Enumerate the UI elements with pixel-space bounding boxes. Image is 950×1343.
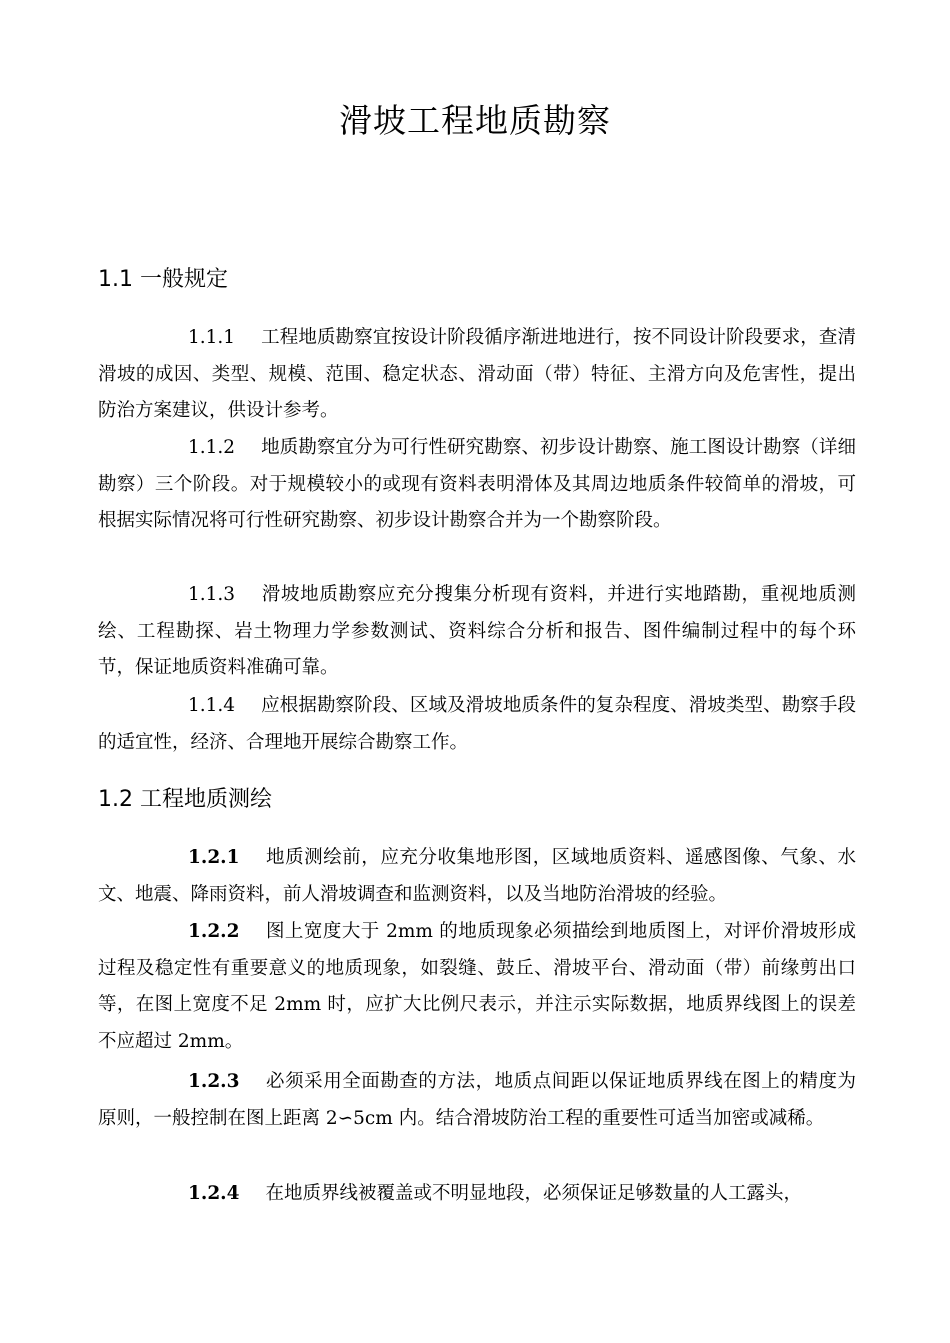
paragraph-text: 地质测绘前，应充分收集地形图，区域地质资料、遥感图像、气象、水文、地震、降雨资料，前人滑坡调查和监测资料，以及当地防治滑坡的经验。 — [98, 847, 856, 905]
paragraph-1-2-2 — [98, 914, 856, 1060]
paragraph-number: 1.1.1 — [188, 327, 236, 348]
paragraph-1-1-3 — [98, 577, 856, 687]
paragraph-number: 1.2.3 — [188, 1071, 240, 1092]
paragraph-1-1-4 — [98, 688, 856, 761]
paragraph-number: 1.1.2 — [188, 437, 236, 458]
paragraph-text: 滑坡地质勘察应充分搜集分析现有资料，并进行实地踏勘，重视地质测绘、工程勘探、岩土物理力学参数测试、资料综合分析和报告、图件编制过程中的每个环节，保证地质资料准确可靠。 — [98, 584, 856, 678]
paragraph-number: 1.1.4 — [188, 695, 236, 716]
paragraph-1-2-3 — [98, 1064, 856, 1137]
paragraph-1-2-1 — [98, 840, 856, 913]
paragraph-text: 图上宽度大于 2mm 的地质现象必须描绘到地质图上，对评价滑坡形成过程及稳定性有重要意义的地质现象，如裂缝、鼓丘、滑坡平台、滑动面（带）前缘剪出口等，在图上宽度不足 2mm 时，应扩大比例尺表示，并注示实际数据，地质界线图上的误差不应超过 2mm。 — [98, 921, 856, 1052]
paragraph-number: 1.2.4 — [188, 1183, 240, 1204]
section-heading-1-2: 1.2 工程地质测绘 — [98, 787, 272, 812]
paragraph-number: 1.2.2 — [188, 921, 240, 942]
paragraph-text: 应根据勘察阶段、区域及滑坡地质条件的复杂程度、滑坡类型、勘察手段的适宜性，经济、合理地开展综合勘察工作。 — [98, 695, 856, 753]
paragraph-1-1-2 — [98, 430, 856, 540]
document-title: 滑坡工程地质勘察 — [339, 101, 611, 140]
paragraph-number: 1.2.1 — [188, 847, 240, 868]
paragraph-1-1-1 — [98, 320, 856, 430]
paragraph-text: 必须采用全面勘查的方法，地质点间距以保证地质界线在图上的精度为原则，一般控制在图上距离 2∽5cm 内。结合滑坡防治工程的重要性可适当加密或减稀。 — [98, 1071, 856, 1129]
paragraph-1-2-4 — [98, 1176, 856, 1213]
paragraph-text: 在地质界线被覆盖或不明显地段，必须保证足够数量的人工露头， — [265, 1183, 803, 1204]
paragraph-text: 地质勘察宜分为可行性研究勘察、初步设计勘察、施工图设计勘察（详细勘察）三个阶段。对于规模较小的或现有资料表明滑体及其周边地质条件较简单的滑坡，可根据实际情况将可行性研究勘察、初步设计勘察合并为一个勘察阶段。 — [98, 437, 856, 531]
section-heading-1-1: 1.1 一般规定 — [98, 267, 228, 292]
paragraph-number: 1.1.3 — [188, 584, 236, 605]
paragraph-text: 工程地质勘察宜按设计阶段循序渐进地进行，按不同设计阶段要求，查清滑坡的成因、类型、规模、范围、稳定状态、滑动面（带）特征、主滑方向及危害性，提出防治方案建议，供设计参考。 — [98, 327, 856, 421]
